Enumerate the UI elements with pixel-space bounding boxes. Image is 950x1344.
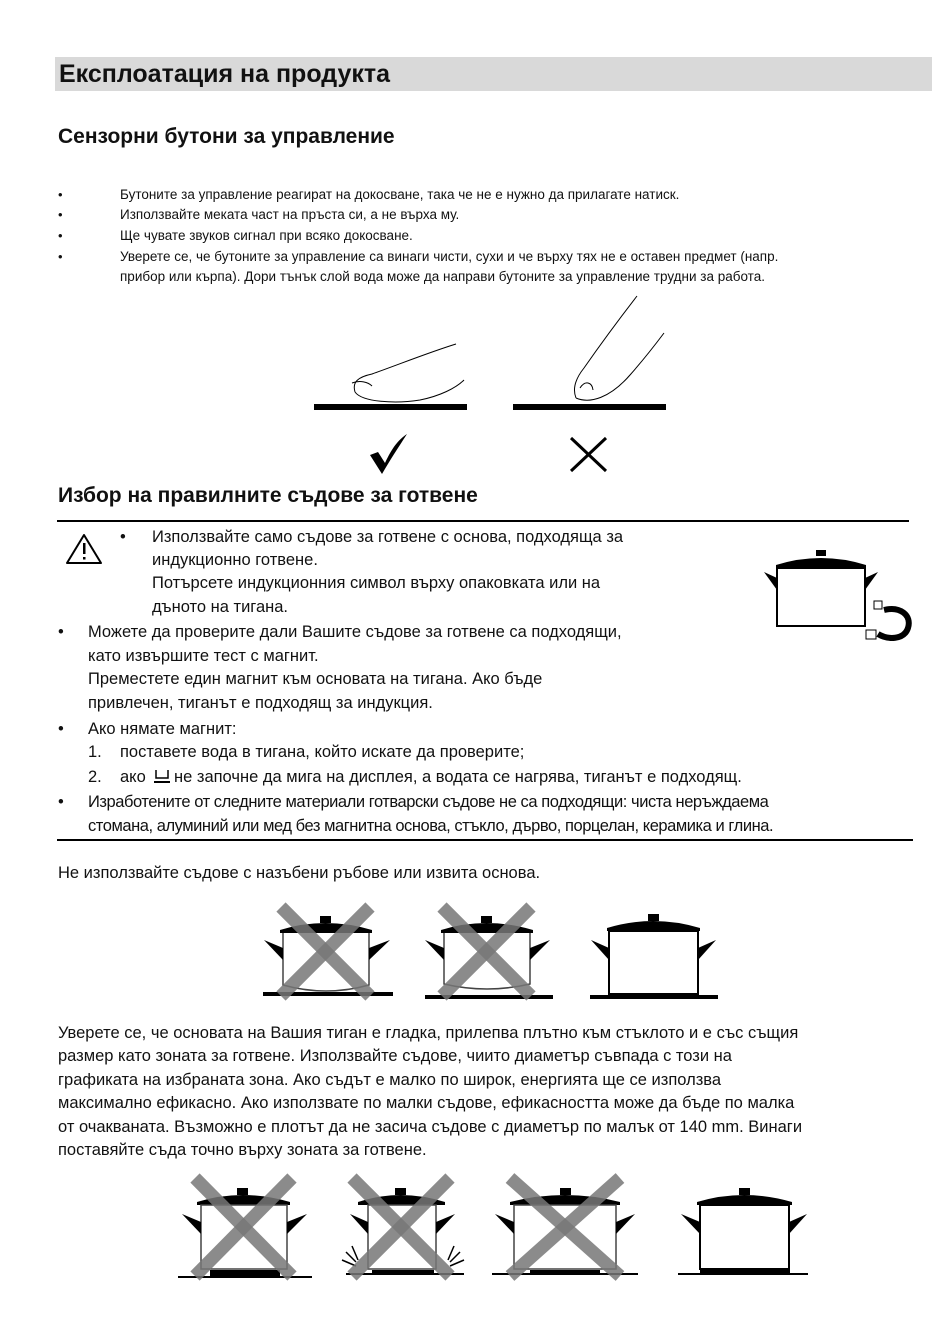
- touch-bullet-3: Ще чувате звуков сигнал при всяко докосване.: [120, 228, 413, 243]
- warn-line-4: дъното на тигана.: [152, 598, 288, 616]
- touch-bullet-2: Използвайте меката част на пръста си, а не върха му.: [120, 207, 460, 222]
- pot-wider-than-zone-crossed-icon: [492, 1178, 638, 1276]
- step-1-text: поставете вода в тигана, който искате да проверите;: [120, 743, 525, 761]
- magnet-line-4: привлечен, тиганът е подходящ за индукция.: [88, 694, 433, 712]
- touch-heading: Сензорни бутони за управление: [58, 125, 395, 148]
- bullet-dot: •: [120, 528, 126, 546]
- pot-small-zone-crossed-icon: [342, 1178, 464, 1276]
- no-magnet-line: Ако нямате магнит:: [88, 720, 237, 738]
- touch-bullet-4-cont: прибор или кърпа). Дори тънък слой вода може да направи бутоните за управление трудни за работа.: [120, 269, 765, 284]
- warn-line-1: Използвайте само съдове за готвене с основа, подходяща за: [152, 528, 624, 546]
- bullet-dot: •: [58, 249, 63, 264]
- base-line-5: от очакваната. Възможно е плотът да не засича съдове с диаметър по малък от 140 mm. Винаги: [58, 1118, 803, 1136]
- magnet-line-2: като извършите тест с магнит.: [88, 647, 319, 665]
- edges-text: Не използвайте съдове с назъбени ръбове или извита основа.: [58, 864, 541, 882]
- base-line-3: графиката на избраната зона. Ако съдът е малко по широк, енергията ще се използва: [58, 1071, 722, 1089]
- bullet-dot: •: [58, 228, 63, 243]
- touch-bullet-4: Уверете се, че бутоните за управление са винаги чисти, сухи и че върху тях не е оставен предмет (напр.: [120, 249, 779, 264]
- cookware-heading: Избор на правилните съдове за готвене: [58, 484, 478, 507]
- magnet-line-1: Можете да проверите дали Вашите съдове за готвене са подходящи,: [88, 623, 622, 641]
- step-1-number: 1.: [88, 743, 102, 761]
- step-2-text-a: ако: [120, 768, 146, 786]
- materials-line-1: Изработените от следните материали готварски съдове не са подходящи: чиста неръждаема: [88, 793, 769, 811]
- magnet-line-3: Преместете един магнит към основата на тигана. Ако бъде: [88, 670, 543, 688]
- pot-too-large-crossed-icon: [178, 1178, 312, 1278]
- warn-line-2: индукционно готвене.: [152, 551, 318, 569]
- bullet-dot: •: [58, 207, 63, 222]
- step-2-text-b: не започне да мига на дисплея, а водата се нагрява, тиганът е подходящ.: [174, 768, 742, 786]
- bullet-dot: •: [58, 793, 64, 811]
- base-line-6: поставяйте съда точно върху зоната за готвене.: [58, 1141, 427, 1159]
- materials-line-2: стомана, алуминий или мед без магнитна основа, стъкло, дърво, порцелан, керамика и глина.: [88, 817, 774, 835]
- base-line-2: размер като зоната за готвене. Използвайте съдове, чиито диаметър съвпада с този на: [58, 1047, 732, 1065]
- touch-bullet-1: Бутоните за управление реагират на докосване, така че не е нужно да прилагате натиск.: [120, 187, 680, 202]
- bullet-dot: •: [58, 720, 64, 738]
- base-line-4: максимално ефикасно. Ако използвате по малки съдове, ефикасността може да бъде по малка: [58, 1094, 795, 1112]
- bullet-dot: •: [58, 187, 63, 202]
- base-line-1: Уверете се, че основата на Вашия тиган е гладка, прилепва плътно към стъклото и е със същия: [58, 1024, 799, 1042]
- pot-correct-size-ok-icon: [678, 1188, 808, 1275]
- page-title: Експлоатация на продукта: [55, 57, 932, 91]
- warn-line-3: Потърсете индукционния символ върху опаковката или на: [152, 574, 601, 592]
- step-2-number: 2.: [88, 768, 102, 786]
- bullet-dot: •: [58, 623, 64, 641]
